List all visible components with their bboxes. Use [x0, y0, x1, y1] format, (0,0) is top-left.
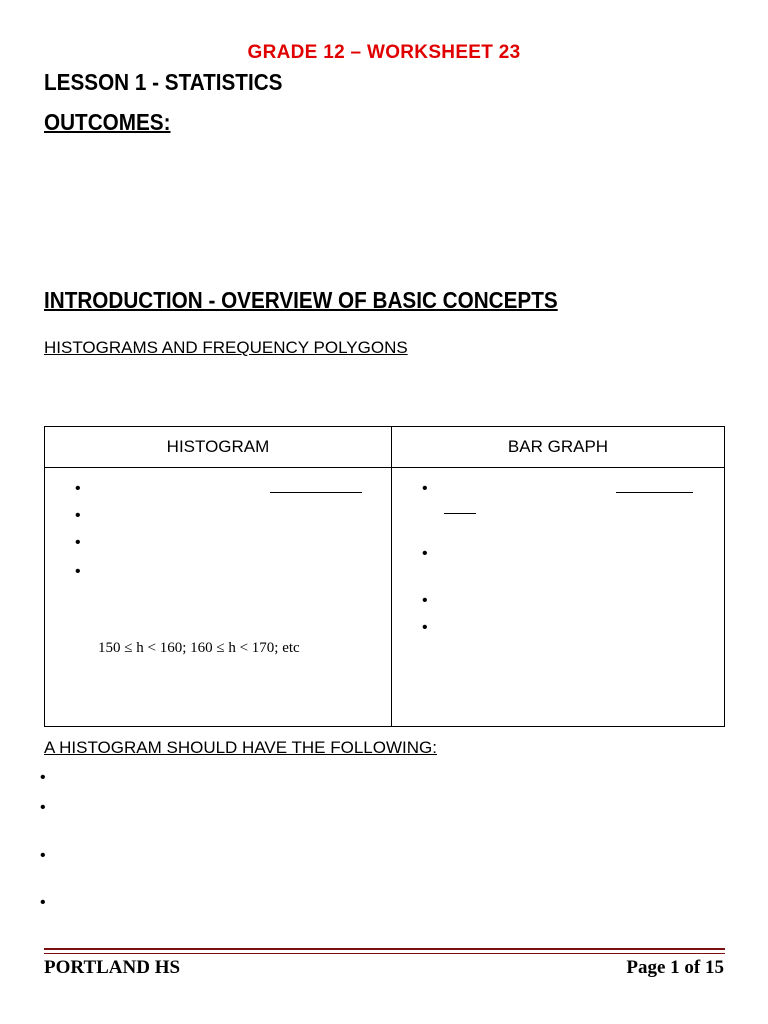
outcomes-heading: OUTCOMES: — [44, 109, 171, 135]
footer-rule — [44, 953, 725, 954]
bullet: • — [75, 480, 81, 497]
bullet: • — [40, 894, 46, 911]
comparison-table — [44, 426, 725, 727]
footer-school: PORTLAND HS — [44, 957, 181, 978]
answer-blank — [444, 513, 476, 514]
bullet: • — [422, 545, 428, 562]
histogram-cell — [45, 468, 392, 727]
bullet: • — [422, 480, 428, 497]
worksheet-title: GRADE 12 – WORKSHEET 23 — [247, 42, 521, 63]
footer-page-number: Page 1 of 15 — [626, 957, 724, 978]
histogram-requirements-heading: A HISTOGRAM SHOULD HAVE THE FOLLOWING: — [44, 738, 437, 757]
bullet: • — [422, 592, 428, 609]
histograms-subheading: HISTOGRAMS AND FREQUENCY POLYGONS — [44, 338, 408, 357]
bullet: • — [40, 799, 46, 816]
lesson-title: LESSON 1 - STATISTICS — [44, 69, 283, 95]
bullet: • — [75, 563, 81, 580]
bullet: • — [40, 847, 46, 864]
bullet: • — [75, 534, 81, 551]
bullet: • — [75, 507, 81, 524]
answer-blank — [616, 492, 693, 493]
class-interval-example: 150 ≤ h < 160; 160 ≤ h < 170; etc — [98, 640, 300, 656]
bullet: • — [422, 619, 428, 636]
bar-graph-cell — [392, 468, 725, 727]
bar-graph-column-header: BAR GRAPH — [392, 427, 725, 468]
answer-blank — [270, 492, 362, 493]
intro-heading: INTRODUCTION - OVERVIEW OF BASIC CONCEPTS — [44, 287, 558, 313]
footer-rule — [44, 948, 725, 950]
histogram-column-header: HISTOGRAM — [45, 427, 392, 468]
bullet: • — [40, 769, 46, 786]
